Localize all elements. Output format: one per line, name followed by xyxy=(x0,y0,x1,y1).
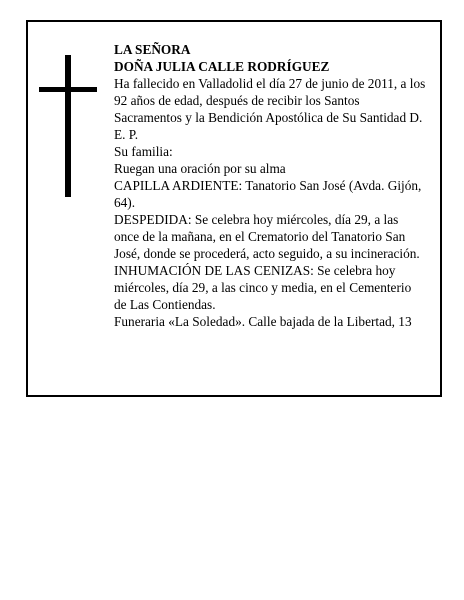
cross-horizontal-bar xyxy=(39,87,97,92)
funeral-home-info: Funeraria «La Soledad». Calle bajada de la Libertad, 13 xyxy=(114,314,412,329)
notice-text xyxy=(114,41,426,330)
cross-vertical-bar xyxy=(65,55,71,197)
deceased-name: DOÑA JULIA CALLE RODRÍGUEZ xyxy=(114,59,330,74)
notice-heading: LA SEÑORA xyxy=(114,42,191,57)
cross-icon xyxy=(39,55,97,197)
passed-away-paragraph: Ha fallecido en Valladolid el día 27 de junio de 2011, a los 92 años de edad, después de recibir los Santos Sacramentos y la Bendición Apostólica de Su Santidad D. E. P. xyxy=(114,76,426,142)
family-label: Su familia: xyxy=(114,144,173,159)
obituary-notice xyxy=(26,20,442,397)
farewell-info: DESPEDIDA: Se celebra hoy miércoles, día 29, a las once de la mañana, en el Crematorio del Tanatorio San José, donde se procederá, acto seguido, a su incineración. xyxy=(114,212,420,261)
burial-info: INHUMACIÓN DE LAS CENIZAS: Se celebra hoy miércoles, día 29, a las cinco y media, en el Cementerio de Las Contiendas. xyxy=(114,263,412,312)
chapel-info: CAPILLA ARDIENTE: Tanatorio San José (Avda. Gijón, 64). xyxy=(114,178,422,210)
prayer-request: Ruegan una oración por su alma xyxy=(114,161,286,176)
